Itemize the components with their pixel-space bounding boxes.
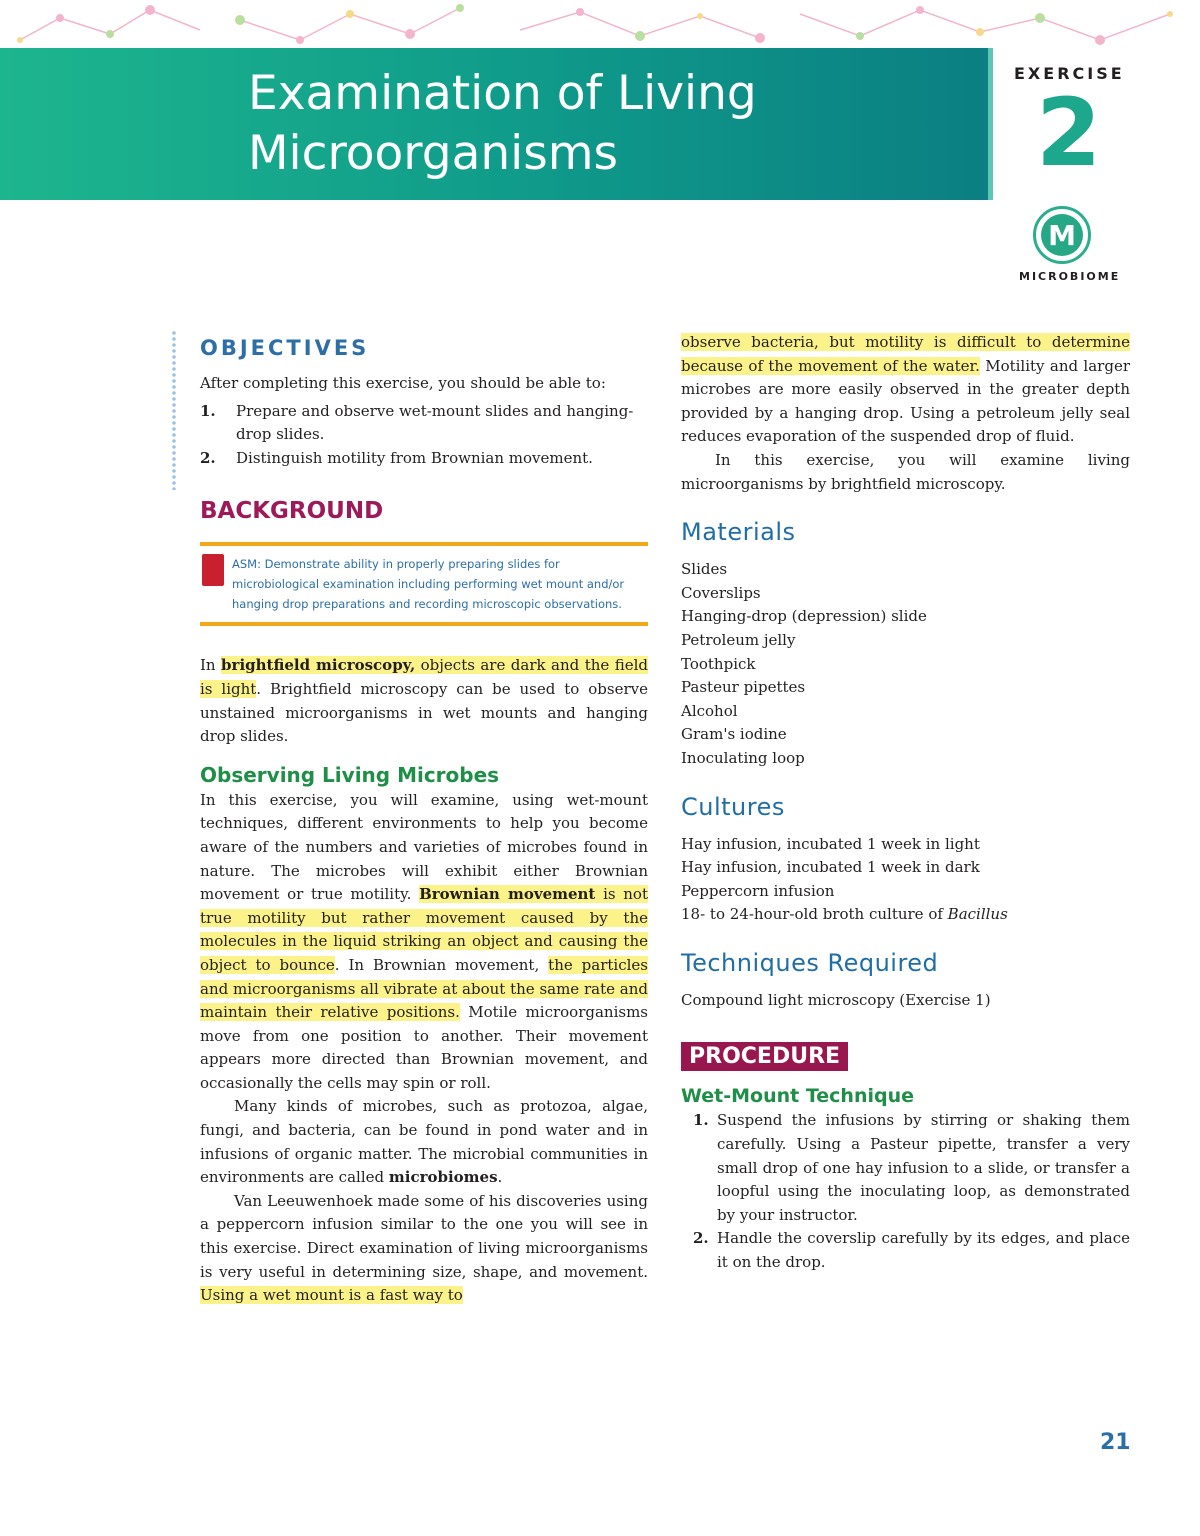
bg-p3-term: microbiomes bbox=[388, 1168, 498, 1187]
material-item: Hanging-drop (depression) slide bbox=[681, 607, 927, 626]
bg-p2-highlight-1: is not true motility but rather movement caused by the molecules in the liquid striking an object and causing the object to bounce bbox=[200, 885, 648, 974]
exercise-label: EXERCISE bbox=[1014, 64, 1125, 83]
culture-item: Hay infusion, incubated 1 week in light bbox=[681, 834, 980, 853]
page-title bbox=[248, 64, 757, 184]
objectives-dotted-rule bbox=[170, 330, 178, 490]
background-paragraph-1 bbox=[200, 654, 648, 748]
objective-text: Distinguish motility from Brownian movement. bbox=[236, 448, 593, 467]
material-item: Alcohol bbox=[681, 701, 738, 720]
microbiome-badge-letter: M bbox=[1041, 214, 1083, 256]
objective-text: Prepare and observe wet-mount slides and hanging-drop slides. bbox=[236, 401, 634, 444]
objective-item bbox=[200, 400, 648, 447]
bg-p3-text-2: . bbox=[497, 1168, 503, 1187]
culture-item-prefix: 18- to 24-hour-old broth culture of bbox=[681, 905, 948, 924]
page-title-line1: Examination of Living bbox=[248, 66, 757, 121]
objectives-heading: OBJECTIVES bbox=[200, 336, 370, 360]
page-number: 21 bbox=[1100, 1430, 1131, 1455]
bg-p1-text-2: . Brightfield microscopy can be used to observe unstained microorganisms in wet mounts and hanging drop slides. bbox=[200, 679, 648, 746]
step-text: Handle the coverslip carefully by its edges, and place it on the drop. bbox=[717, 1229, 1130, 1272]
microbiome-label: MICROBIOME bbox=[1019, 270, 1121, 283]
material-item: Coverslips bbox=[681, 583, 761, 602]
bg-p3-text: Many kinds of microbes, such as protozoa, algae, fungi, and bacteria, can be found in pond water and in infusions of organic matter. The microbial communities in environments are called bbox=[200, 1097, 648, 1187]
background-heading: BACKGROUND bbox=[200, 498, 384, 525]
culture-item: Peppercorn infusion bbox=[681, 881, 835, 900]
banner-divider bbox=[988, 48, 993, 200]
bg-p1-highlight: objects are dark and the field is light bbox=[200, 656, 648, 698]
bg-p2-text: In this exercise, you will examine, using wet-mount techniques, different environments to help you become aware of the numbers and varieties of microbes found in nature. The microbes will exhibit either Brownian movement or true motility. bbox=[200, 790, 648, 904]
culture-item-genus: Bacillus bbox=[947, 905, 1008, 924]
right-column bbox=[681, 331, 1130, 1275]
procedure-steps bbox=[681, 1109, 1130, 1274]
right-paragraph-2: In this exercise, you will examine living microorganisms by brightfield microscopy. bbox=[681, 450, 1130, 493]
material-item: Pasteur pipettes bbox=[681, 678, 806, 697]
page-title-line2: Microorganisms bbox=[248, 126, 618, 181]
techniques-text: Compound light microscopy (Exercise 1) bbox=[681, 990, 991, 1009]
bg-p2-text-3: Motile microorganisms move from one position to another. Their movement appears more directed than Brownian movement, and occasionally the cells may spin or roll. bbox=[200, 1003, 648, 1092]
asm-flask-icon bbox=[202, 554, 224, 586]
procedure-heading: PROCEDURE bbox=[681, 1042, 848, 1071]
techniques-heading: Techniques Required bbox=[681, 948, 939, 977]
bg-p2-term: Brownian movement bbox=[419, 885, 596, 904]
materials-heading: Materials bbox=[681, 518, 796, 547]
bg-p1-text: In bbox=[200, 656, 222, 675]
background-paragraph-2 bbox=[200, 789, 648, 1096]
background-paragraph-3 bbox=[200, 1095, 648, 1189]
cultures-list bbox=[681, 833, 1130, 927]
bg-p1-term: brightfield microscopy, bbox=[221, 656, 416, 675]
background-paragraph-4 bbox=[200, 1190, 648, 1308]
left-column bbox=[200, 336, 648, 1308]
objective-item bbox=[200, 447, 648, 471]
objectives-intro: After completing this exercise, you should be able to: bbox=[200, 374, 606, 392]
right-p1-text: Motility and larger microbes are more easily observed in the greater depth provided by a hanging drop. Using a petroleum jelly seal reduces evaporation of the suspended drop of fluid. bbox=[681, 356, 1130, 446]
step-text: Suspend the infusions by stirring or shaking them carefully. Using a Pasteur pipette, transfer a very small drop of one hay infusion to a slide, or transfer a loopful using the inoculating loop, as demonstrated by your instructor. bbox=[717, 1111, 1130, 1224]
bg-p2-highlight-2: the particles and microorganisms all vibrate at about the same rate and maintain their relative positions. bbox=[200, 955, 648, 1022]
procedure-step bbox=[681, 1109, 1130, 1227]
decorative-molecule-band bbox=[0, 0, 1200, 52]
wet-mount-heading: Wet-Mount Technique bbox=[681, 1085, 915, 1108]
procedure-step bbox=[681, 1227, 1130, 1274]
right-p1-highlight: observe bacteria, but motility is difficult to determine because of the movement of the water. bbox=[681, 333, 1130, 375]
step-number: 2. bbox=[693, 1229, 709, 1248]
asm-callout-text: ASM: Demonstrate ability in properly preparing slides for microbiological examination including performing wet mount and/or hanging drop preparations and recording microscopic observations. bbox=[232, 557, 625, 612]
objectives-list bbox=[200, 400, 648, 471]
observing-living-microbes-heading: Observing Living Microbes bbox=[200, 762, 500, 787]
microbiome-icon bbox=[1033, 206, 1091, 264]
bg-p4-text: Van Leeuwenhoek made some of his discoveries using a peppercorn infusion similar to the one you will see in this exercise. Direct examination of living microorganisms is very useful in determining size, shape, and movement. bbox=[200, 1191, 648, 1281]
right-paragraph-1 bbox=[681, 331, 1130, 449]
bg-p2-text-2: . In Brownian movement, bbox=[334, 955, 549, 974]
bg-p4-highlight: Using a wet mount is a fast way to bbox=[200, 1286, 463, 1305]
material-item: Inoculating loop bbox=[681, 748, 805, 767]
material-item: Slides bbox=[681, 560, 728, 579]
step-number: 1. bbox=[693, 1111, 709, 1130]
material-item: Petroleum jelly bbox=[681, 630, 796, 649]
culture-item: Hay infusion, incubated 1 week in dark bbox=[681, 858, 980, 877]
culture-item bbox=[681, 903, 1130, 927]
exercise-number: 2 bbox=[1036, 79, 1102, 188]
objective-number: 1. bbox=[200, 401, 216, 420]
asm-callout bbox=[200, 542, 648, 626]
material-item: Toothpick bbox=[681, 654, 756, 673]
cultures-heading: Cultures bbox=[681, 792, 785, 821]
objective-number: 2. bbox=[200, 448, 216, 467]
materials-list bbox=[681, 558, 1130, 770]
material-item: Gram's iodine bbox=[681, 725, 787, 744]
